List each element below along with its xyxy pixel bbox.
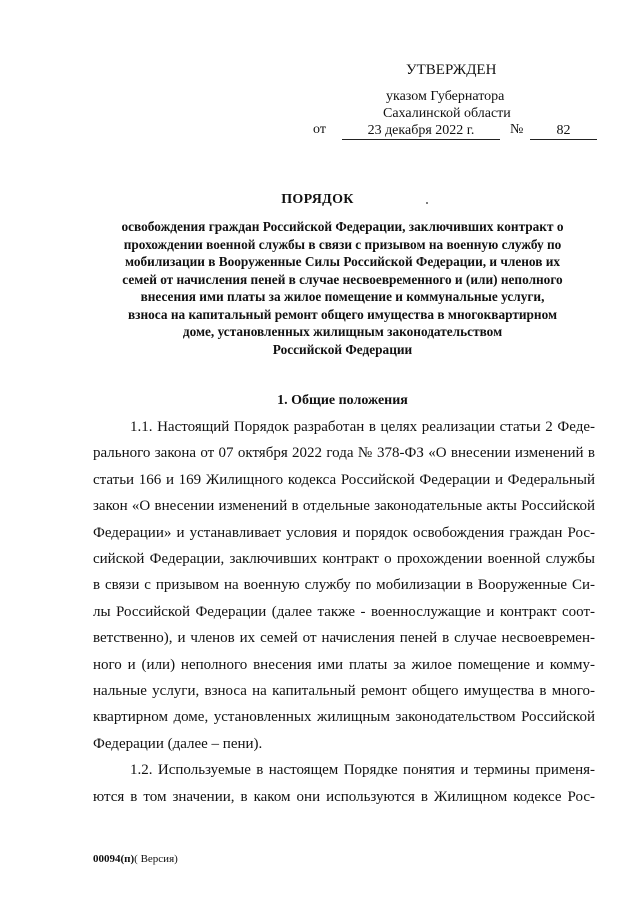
- body-line: ветственно), и членов их семей от начисления пеней в случае несвоевремен-: [93, 630, 595, 647]
- subtitle-line: взноса на капитальный ремонт общего имущества в многоквартирном: [127, 306, 558, 322]
- body-line: 1.1. Настоящий Порядок разработан в целях реализации статьи 2 Феде-: [130, 419, 595, 435]
- body-line: Федерации» и устанавливает условия и порядок освобождения граждан Рос-: [93, 524, 595, 541]
- body-line: квартирном доме, установленных жилищным законодательством Российской: [93, 709, 595, 726]
- approval-date: 23 декабря 2022 г.: [342, 122, 500, 140]
- approval-decree: указом Губернатора: [386, 89, 505, 104]
- approval-number-label: №: [510, 122, 524, 137]
- section-body: [93, 414, 595, 810]
- body-line: 1.2. Используемые в настоящем Порядке понятия и термины применя-: [130, 762, 595, 779]
- document-subtitle: [70, 218, 615, 358]
- document-title: ПОРЯДОК: [281, 192, 354, 207]
- body-line: рального закона от 07 октября 2022 года № 378-ФЗ «О внесении изменений в: [93, 445, 595, 462]
- subtitle-line: мобилизации в Вооруженные Силы Российской Федерации, и членов их: [124, 254, 561, 269]
- subtitle-line: внесения ими платы за жилое помещение и коммунальные услуги,: [140, 289, 545, 304]
- subtitle-line: Российской Федерации: [272, 341, 413, 357]
- body-line: ются в том значении, в каком они используются в Жилищном кодексе Рос-: [93, 788, 595, 805]
- approval-number: 82: [530, 122, 597, 140]
- scan-speck: [426, 202, 428, 204]
- footer-version: ( Версия): [134, 853, 178, 865]
- body-line: ного и (или) неполного внесения ими платы за жилое помещение и комму-: [93, 656, 595, 673]
- subtitle-line: прохождении военной службы в связи с призывом на военную службу по: [123, 236, 562, 252]
- body-line: лы Российской Федерации (далее также - военнослужащие и контракт соот-: [93, 603, 595, 620]
- subtitle-line: семей от начисления пеней в случае несвоевременного и (или) неполного: [122, 271, 563, 287]
- body-line: нальные услуги, взноса на капитальный ремонт общего имущества в много-: [93, 683, 595, 700]
- approval-title: УТВЕРЖДЕН: [406, 62, 497, 78]
- footer-code-number: 00094(п): [93, 853, 135, 865]
- body-line: закон «О внесении изменений в отдельные законодательные акты Российской: [93, 498, 595, 515]
- body-line: Федерации (далее – пени).: [93, 735, 263, 752]
- section-heading: 1. Общие положения: [277, 393, 408, 408]
- approval-region: Сахалинской области: [383, 106, 511, 121]
- subtitle-line: освобождения граждан Российской Федерации, заключивших контракт о: [121, 219, 564, 234]
- body-line: в связи с призывом на военную службу по мобилизации в Вооруженные Си-: [93, 577, 595, 594]
- body-line: статьи 166 и 169 Жилищного кодекса Российской Федерации и Федеральный: [93, 471, 595, 488]
- subtitle-line: доме, установленных жилищным законодательством: [182, 324, 503, 339]
- footer-code: [93, 853, 178, 865]
- body-line: сийской Федерации, заключивших контракт о прохождении военной службы: [93, 551, 595, 568]
- approval-from-label: от: [313, 122, 326, 137]
